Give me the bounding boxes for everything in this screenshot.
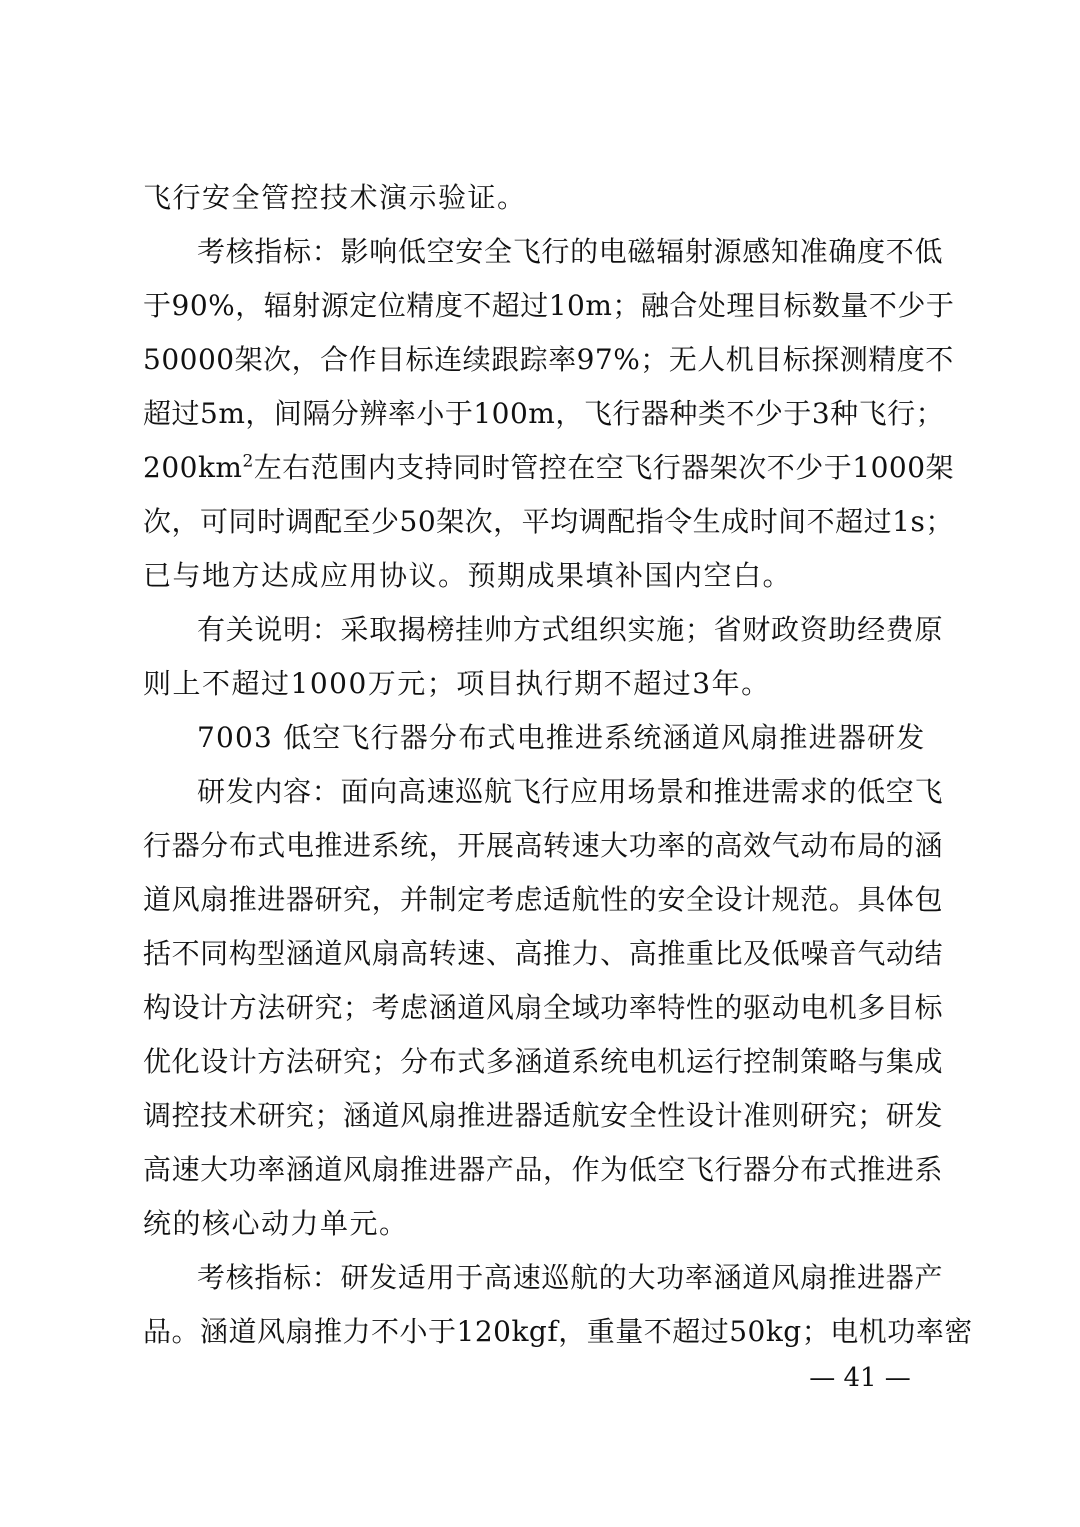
text-line: 有关说明：采取揭榜挂帅方式组织实施；省财政资助经费原 <box>197 613 943 646</box>
page-number: — 41 — <box>809 1363 911 1393</box>
text-line: 超过5m，间隔分辨率小于100m，飞行器种类不少于3种飞行； <box>143 397 945 430</box>
section-number: 7003 <box>197 721 274 754</box>
text-line <box>143 448 955 488</box>
text-line: 次，可同时调配至少50架次，平均调配指令生成时间不超过1s； <box>143 505 954 538</box>
text-line: 构设计方法研究；考虑涵道风扇全域功率特性的驱动电机多目标 <box>143 991 943 1024</box>
text-line: 行器分布式电推进系统，开展高转速大功率的高效气动布局的涵 <box>143 829 943 862</box>
text-line: 飞行安全管控技术演示验证。 <box>143 181 527 214</box>
text-line: 50000架次，合作目标连续跟踪率97%；无人机目标探测精度不 <box>143 343 954 376</box>
section-heading <box>197 718 926 758</box>
text-line: 调控技术研究；涵道风扇推进器适航安全性设计准则研究；研发 <box>143 1099 943 1132</box>
text-line: 考核指标：影响低空安全飞行的电磁辐射源感知准确度不低 <box>197 235 943 268</box>
text-line: 优化设计方法研究；分布式多涵道系统电机运行控制策略与集成 <box>143 1045 943 1078</box>
text-line: 高速大功率涵道风扇推进器产品，作为低空飞行器分布式推进系 <box>143 1153 943 1186</box>
text-line: 品。涵道风扇推力不小于120kgf，重量不超过50kg；电机功率密 <box>143 1315 973 1348</box>
text-fragment: 左右范围内支持同时管控在空飞行器架次不少于1000架 <box>253 451 955 484</box>
text-fragment: 200km <box>143 451 243 484</box>
text-line: 道风扇推进器研究，并制定考虑适航性的安全设计规范。具体包 <box>143 883 943 916</box>
superscript: 2 <box>242 451 254 472</box>
text-line: 括不同构型涵道风扇高转速、高推力、高推重比及低噪音气动结 <box>143 937 943 970</box>
text-line: 统的核心动力单元。 <box>143 1207 409 1240</box>
text-line: 则上不超过1000万元；项目执行期不超过3年。 <box>143 667 771 700</box>
text-line: 于90%，辐射源定位精度不超过10m；融合处理目标数量不少于 <box>143 289 955 322</box>
text-line: 考核指标：研发适用于高速巡航的大功率涵道风扇推进器产 <box>197 1261 943 1294</box>
text-line: 研发内容：面向高速巡航飞行应用场景和推进需求的低空飞 <box>197 775 943 808</box>
text-line: 已与地方达成应用协议。预期成果填补国内空白。 <box>143 559 793 592</box>
section-title: 低空飞行器分布式电推进系统涵道风扇推进器研发 <box>283 721 926 754</box>
